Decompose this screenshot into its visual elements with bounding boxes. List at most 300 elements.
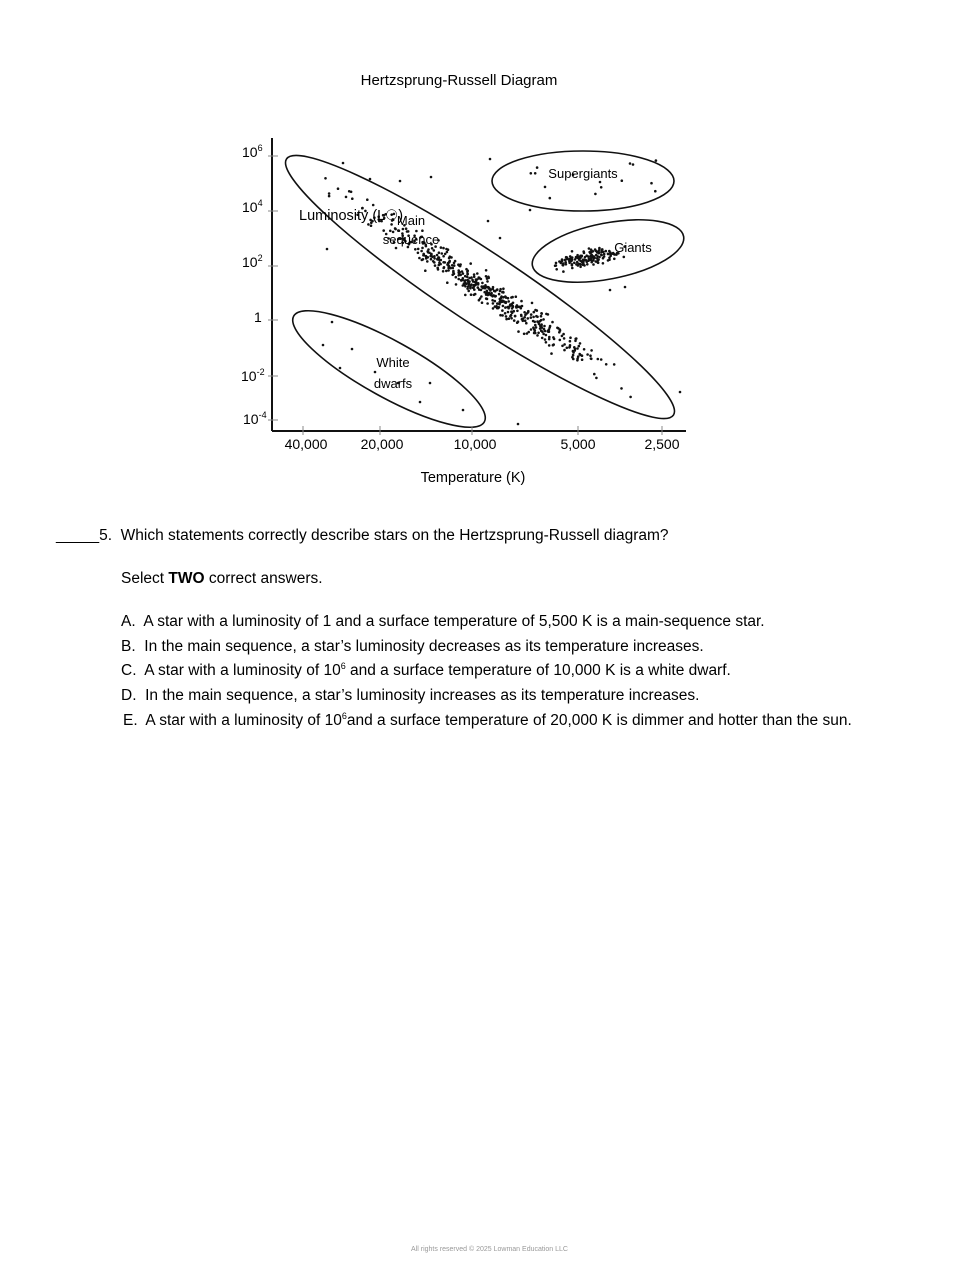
star-point [417, 248, 420, 251]
option-text: A star with a luminosity of $10^6and$ a surface temperature of 20,000 K is dimmer and hotter than the sun. [145, 710, 852, 729]
star-point [530, 313, 533, 316]
star-point [473, 273, 476, 276]
star-point [594, 193, 597, 196]
star-point [517, 330, 520, 333]
star-point [467, 280, 470, 283]
star-point [590, 349, 593, 352]
region-label-giants: Giants [614, 240, 652, 255]
star-point [578, 258, 581, 261]
star-point [492, 286, 495, 289]
star-point [550, 352, 553, 355]
star-point [402, 228, 405, 231]
star-point [491, 299, 494, 302]
star-point [431, 247, 434, 250]
star-point [507, 311, 510, 314]
star-point [505, 302, 508, 305]
star-point [342, 162, 345, 165]
star-point [431, 255, 434, 258]
star-point [608, 258, 611, 261]
star-point [559, 339, 562, 342]
star-point [504, 312, 507, 315]
star-point [597, 358, 600, 361]
x-tick-label: 10,000 [453, 436, 497, 452]
star-point [544, 338, 547, 341]
star-point [504, 306, 507, 309]
star-point [540, 324, 543, 327]
star-point [524, 314, 527, 317]
star-point [534, 329, 537, 332]
star-point [428, 252, 431, 255]
star-point [600, 186, 603, 189]
star-point [440, 246, 443, 249]
star-point [504, 295, 507, 298]
star-point [558, 260, 561, 263]
star-point [481, 282, 484, 285]
star-point [600, 251, 603, 254]
star-point [430, 176, 433, 179]
star-point [468, 277, 471, 280]
star-point [457, 274, 460, 277]
star-point [580, 263, 583, 266]
star-point [446, 251, 449, 254]
star-point [439, 263, 442, 266]
star-point [563, 349, 566, 352]
star-point [399, 180, 402, 183]
star-point [511, 311, 514, 314]
star-point [679, 391, 682, 394]
star-point [545, 341, 548, 344]
star-point [464, 275, 467, 278]
star-point [544, 186, 547, 189]
star-point [475, 280, 478, 283]
star-point [369, 178, 372, 181]
star-point [461, 270, 464, 273]
star-point [438, 251, 441, 254]
star-point [565, 258, 568, 261]
star-point [599, 181, 602, 184]
star-point [466, 269, 469, 272]
star-point [586, 263, 589, 266]
star-point [555, 268, 558, 271]
star-point [600, 358, 603, 361]
star-point [515, 295, 518, 298]
star-point [576, 359, 579, 362]
star-point [533, 321, 536, 324]
star-point [331, 321, 334, 324]
star-point [442, 255, 445, 258]
question-instruction: Select TWO correct answers. [121, 570, 323, 587]
y-tick-label: $10^{-2}$ [241, 367, 265, 384]
star-point [487, 286, 490, 289]
star-point [562, 270, 565, 273]
star-point [548, 344, 551, 347]
star-point [445, 270, 448, 273]
star-point [464, 294, 467, 297]
star-point [479, 297, 482, 300]
y-tick-label: $10^6$ [242, 143, 263, 160]
star-point [540, 315, 543, 318]
star-point [525, 322, 528, 325]
star-point [351, 348, 354, 351]
star-point [458, 271, 461, 274]
star-point [445, 248, 448, 251]
star-point [603, 253, 606, 256]
star-point [583, 259, 586, 262]
x-tick-label: 5,000 [560, 436, 596, 452]
star-point [581, 358, 584, 361]
star-point [507, 300, 510, 303]
y-tick-label: 1 [254, 309, 262, 325]
answer-option-c[interactable] [121, 662, 731, 680]
star-point [328, 195, 331, 198]
star-point [502, 291, 505, 294]
star-point [527, 317, 530, 320]
star-point [547, 330, 550, 333]
star-point [499, 237, 502, 240]
star-point [575, 256, 578, 259]
star-point [563, 343, 566, 346]
option-text: In the main sequence, a star’s luminosity increases as its temperature increases. [145, 687, 700, 704]
star-point [594, 248, 597, 251]
star-point [486, 302, 489, 305]
star-point [506, 306, 509, 309]
star-point [468, 282, 471, 285]
star-point [601, 248, 604, 251]
star-point [595, 260, 598, 263]
star-point [586, 353, 589, 356]
star-point [580, 255, 583, 258]
star-point [582, 262, 585, 265]
star-point [629, 162, 632, 165]
star-point [572, 351, 575, 354]
star-point [561, 335, 564, 338]
star-point [501, 300, 504, 303]
option-text: A star with a luminosity of 1 and a surface temperature of 5,500 K is a main-sequence star. [143, 613, 765, 630]
star-point [457, 278, 460, 281]
star-point [492, 302, 495, 305]
star-point [516, 310, 519, 313]
star-point [539, 320, 542, 323]
star-point [624, 286, 627, 289]
star-point [590, 261, 593, 264]
x-tick-label: 40,000 [284, 436, 328, 452]
star-point [466, 273, 469, 276]
star-point [433, 249, 436, 252]
star-point [592, 263, 595, 266]
star-point [544, 330, 547, 333]
star-point [542, 333, 545, 336]
option-letter: C. [121, 662, 137, 679]
region-label-main-sequence: sequence [382, 232, 440, 247]
star-point [499, 314, 502, 317]
star-point [339, 367, 342, 370]
star-point [496, 302, 499, 305]
star-point [502, 305, 505, 308]
star-point [513, 319, 516, 322]
diagram-title: Hertzsprung-Russell Diagram [360, 72, 558, 89]
star-point [632, 163, 635, 166]
star-point [573, 262, 576, 265]
star-point [574, 258, 577, 261]
star-point [455, 276, 458, 279]
star-point [600, 253, 603, 256]
region-label-supergiants: Supergiants [548, 166, 618, 181]
star-point [452, 271, 455, 274]
instruction-emphasis: TWO [168, 570, 205, 587]
star-point [569, 336, 572, 339]
star-point [476, 272, 479, 275]
star-point [629, 396, 632, 399]
star-point [598, 247, 601, 250]
star-point [495, 305, 498, 308]
star-point [571, 356, 574, 359]
star-point [494, 290, 497, 293]
star-point [595, 377, 598, 380]
y-tick-label: $10^4$ [242, 198, 263, 215]
star-point [442, 270, 445, 273]
star-point [545, 334, 548, 337]
star-point [442, 267, 445, 270]
star-point [578, 256, 581, 259]
footer-copyright: All rights reserved © 2025 Lowman Education LLC [411, 1246, 568, 1253]
star-point [524, 319, 527, 322]
star-point [434, 264, 437, 267]
y-axis-label: Luminosity (L☉) [299, 208, 404, 224]
star-point [483, 291, 486, 294]
y-tick-label: $10^2$ [242, 253, 263, 270]
star-point [509, 315, 512, 318]
star-point [478, 277, 481, 280]
star-point [536, 309, 539, 312]
star-point [571, 267, 574, 270]
region-label-white-dwarfs: White [376, 355, 410, 370]
star-point [566, 347, 569, 350]
star-point [370, 224, 373, 227]
star-point [448, 261, 451, 264]
star-point [541, 337, 544, 340]
star-point [590, 358, 593, 361]
region-label-white-dwarfs: dwarfs [373, 376, 413, 391]
star-point [596, 257, 599, 260]
star-point [571, 264, 574, 267]
star-point [485, 275, 488, 278]
star-point [469, 262, 472, 265]
star-point [481, 301, 484, 304]
star-point [348, 190, 351, 193]
star-point [598, 249, 601, 252]
star-point [345, 196, 348, 199]
star-point [446, 263, 449, 266]
x-axis-label: Temperature (K) [420, 470, 526, 486]
star-point [459, 264, 462, 267]
star-point [508, 317, 511, 320]
star-point [442, 247, 445, 250]
x-tick-label: 2,500 [644, 436, 680, 452]
star-point [512, 302, 515, 305]
star-point [534, 324, 537, 327]
question-number: 5. [99, 527, 113, 544]
star-point [449, 255, 452, 258]
star-point [654, 190, 657, 193]
star-point [501, 309, 504, 312]
answer-option-d[interactable] [121, 687, 699, 705]
star-point [543, 325, 546, 328]
star-point [592, 250, 595, 253]
star-point [418, 257, 421, 260]
star-point [530, 328, 533, 331]
star-point [460, 279, 463, 282]
option-letter: A. [121, 613, 136, 630]
star-point [589, 252, 592, 255]
y-tick-label: $10^{-4}$ [243, 410, 267, 427]
star-point [602, 257, 605, 260]
star-point [583, 252, 586, 255]
star-point [621, 179, 624, 182]
star-point [446, 281, 449, 284]
star-point [583, 348, 586, 351]
star-point [577, 355, 580, 358]
option-letter: B. [121, 638, 136, 655]
star-point [570, 260, 573, 263]
star-point [511, 296, 514, 299]
star-point [609, 289, 612, 292]
star-point [520, 300, 523, 303]
star-point [555, 262, 558, 265]
star-point [613, 363, 616, 366]
star-point [436, 254, 439, 257]
star-point [499, 301, 502, 304]
star-point [531, 302, 534, 305]
answer-option-e[interactable] [123, 712, 852, 730]
supergiants-ellipse [492, 151, 674, 211]
star-point [422, 253, 425, 256]
star-point [433, 257, 436, 260]
option-letter: E. [123, 712, 138, 729]
star-point [511, 307, 514, 310]
star-point [487, 276, 490, 279]
star-point [545, 313, 548, 316]
star-point [427, 248, 430, 251]
star-point [593, 373, 596, 376]
star-point [480, 289, 483, 292]
star-point [484, 286, 487, 289]
star-point [366, 198, 369, 201]
star-point [485, 269, 488, 272]
star-point [469, 286, 472, 289]
star-point [470, 293, 473, 296]
star-point [499, 288, 502, 291]
star-point [579, 342, 582, 345]
answer-option-b[interactable] [121, 638, 704, 656]
star-point [395, 247, 398, 250]
star-point [613, 258, 616, 261]
star-point [537, 332, 540, 335]
star-point [489, 294, 492, 297]
star-point [473, 294, 476, 297]
star-point [536, 334, 539, 337]
star-point [571, 250, 574, 253]
option-letter: D. [121, 687, 137, 704]
star-point [470, 283, 473, 286]
star-point [466, 287, 469, 290]
star-point [569, 344, 572, 347]
star-point [552, 336, 555, 339]
star-point [520, 307, 523, 310]
star-point [523, 333, 526, 336]
star-point [522, 320, 525, 323]
star-point [607, 253, 610, 256]
star-point [620, 387, 623, 390]
star-point [494, 295, 497, 298]
answer-blank[interactable]: _____ [56, 527, 100, 544]
star-point [472, 286, 475, 289]
star-point [351, 197, 354, 200]
star-point [554, 264, 557, 267]
star-point [436, 258, 439, 261]
star-point [326, 248, 329, 251]
answer-option-a[interactable] [121, 613, 765, 631]
star-point [489, 158, 492, 161]
star-point [322, 344, 325, 347]
star-point [419, 401, 422, 404]
star-point [557, 327, 560, 330]
star-point [532, 316, 535, 319]
star-point [514, 315, 517, 318]
star-point [551, 321, 554, 324]
option-text: A star with a luminosity of $10^6$ and a surface temperature of 10,000 K is a white dwarf. [144, 660, 731, 679]
star-point [529, 209, 532, 212]
star-point [429, 382, 432, 385]
star-point [498, 293, 501, 296]
star-point [534, 172, 537, 175]
star-point [548, 336, 551, 339]
star-point [422, 258, 425, 261]
star-point [605, 250, 608, 253]
star-point [542, 318, 545, 321]
star-point [517, 423, 520, 426]
star-point [579, 266, 582, 269]
star-point [563, 337, 566, 340]
star-point [471, 279, 474, 282]
star-point [533, 332, 536, 335]
star-point [655, 159, 658, 162]
star-point [374, 371, 377, 374]
star-point [535, 315, 538, 318]
star-point [492, 307, 495, 310]
star-point [505, 318, 508, 321]
star-point [623, 256, 626, 259]
star-point [549, 197, 552, 200]
star-point [535, 326, 538, 329]
star-point [578, 345, 581, 348]
star-point [540, 329, 543, 332]
star-point [520, 315, 523, 318]
main-sequence-ellipse [267, 129, 694, 445]
star-point [569, 340, 572, 343]
star-point [433, 261, 436, 264]
star-point [430, 258, 433, 261]
star-point [552, 344, 555, 347]
star-point [324, 177, 327, 180]
star-point [462, 409, 465, 412]
star-point [589, 354, 592, 357]
star-point [463, 282, 466, 285]
star-point [584, 256, 587, 259]
region-label-main-sequence: Main [396, 213, 426, 228]
star-point [502, 287, 505, 290]
star-point [578, 353, 581, 356]
star-point [574, 338, 577, 341]
